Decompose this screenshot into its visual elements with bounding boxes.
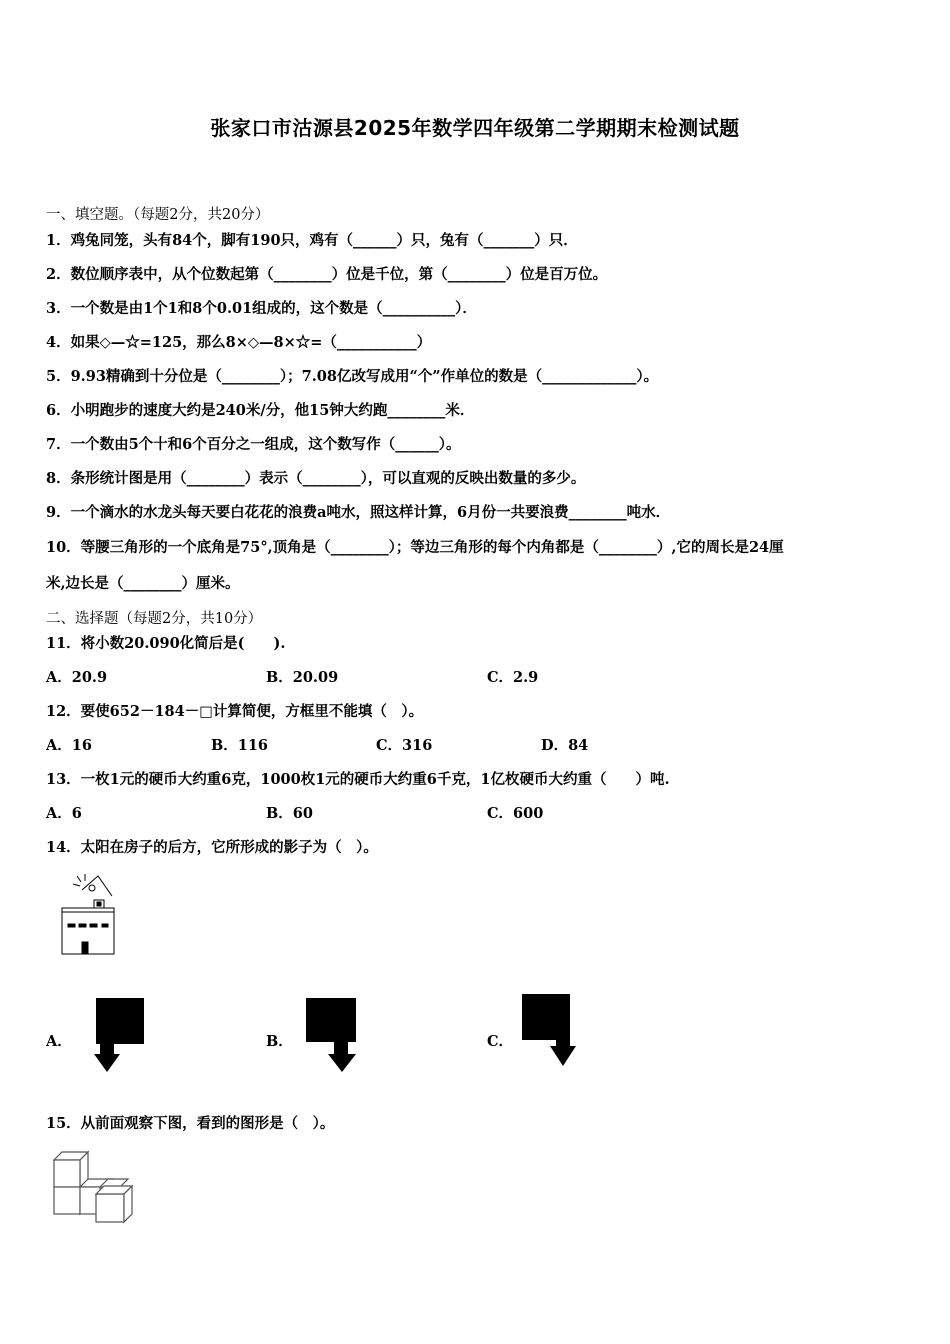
question-11: 11．将小数20.090化简后是( ). xyxy=(46,635,286,652)
question-13: 13．一枚1元的硬币大约重6克，1000枚1元的硬币大约重6千克，1亿枚硬币大约重（ ）吨. xyxy=(46,771,670,788)
q12-option-b: B．116 xyxy=(211,737,269,754)
page-title: 张家口市沽源县2025年数学四年级第二学期期末检测试题 xyxy=(210,116,740,140)
question-3: 3．一个数是由1个1和8个0.01组成的，这个数是（__________）． xyxy=(46,300,477,317)
q12-option-d: D．84 xyxy=(541,737,589,754)
stacked-cubes-figure xyxy=(50,1148,140,1226)
q12-option-a: A．16 xyxy=(46,737,92,754)
q11-option-a: A．20.9 xyxy=(46,669,108,686)
section-2-heading: 二、选择题（每题2分，共10分） xyxy=(46,611,263,627)
question-1: 1．鸡兔同笼，头有84个，脚有190只，鸡有（______）只，兔有（_______）只． xyxy=(46,232,578,249)
q13-option-c: C．600 xyxy=(487,805,544,822)
question-2: 2．数位顺序表中，从个位数起第（________）位是千位，第（________）位是百万位。 xyxy=(46,266,608,283)
question-12: 12．要使652－184－□计算简便，方框里不能填（ ）。 xyxy=(46,703,424,720)
shadow-figure-b xyxy=(302,996,360,1076)
q11-option-c: C．2.9 xyxy=(487,669,539,686)
question-9: 9．一个滴水的水龙头每天要白花花的浪费a吨水，照这样计算，6月份一共要浪费________吨水． xyxy=(46,504,671,521)
question-8: 8．条形统计图是用（________）表示（________），可以直观的反映出数量的多少。 xyxy=(46,470,586,487)
question-15: 15．从前面观察下图，看到的图形是（ ）。 xyxy=(46,1115,335,1132)
question-4: 4．如果◇—☆=125，那么8×◇—8×☆=（___________） xyxy=(46,334,432,351)
question-10: 10．等腰三角形的一个底角是75°,顶角是（________）；等边三角形的每个内角都是（________）,它的周长是24厘 xyxy=(46,539,784,556)
question-14: 14．太阳在房子的后方，它所形成的影子为（ ）。 xyxy=(46,839,378,856)
question-6: 6．小明跑步的速度大约是240米/分，他15钟大约跑________米． xyxy=(46,402,475,419)
q14-option-c: C． xyxy=(487,1033,514,1050)
q13-option-b: B．60 xyxy=(266,805,313,822)
question-10-continued: 米,边长是（________）厘米。 xyxy=(46,575,240,592)
q14-option-a: A． xyxy=(46,1033,72,1050)
section-1-heading: 一、填空题。（每题2分，共20分） xyxy=(46,207,270,223)
q11-option-b: B．20.09 xyxy=(266,669,339,686)
house-with-sun-figure xyxy=(54,872,120,958)
shadow-figure-c xyxy=(520,992,580,1072)
q14-option-b: B． xyxy=(266,1033,293,1050)
question-5: 5．9.93精确到十分位是（________）；7.08亿改写成用“个”作单位的数是（_____________）。 xyxy=(46,368,659,385)
shadow-figure-a xyxy=(92,996,148,1076)
q12-option-c: C．316 xyxy=(376,737,433,754)
question-7: 7．一个数由5个十和6个百分之一组成，这个数写作（______）。 xyxy=(46,436,461,453)
q13-option-a: A．6 xyxy=(46,805,82,822)
